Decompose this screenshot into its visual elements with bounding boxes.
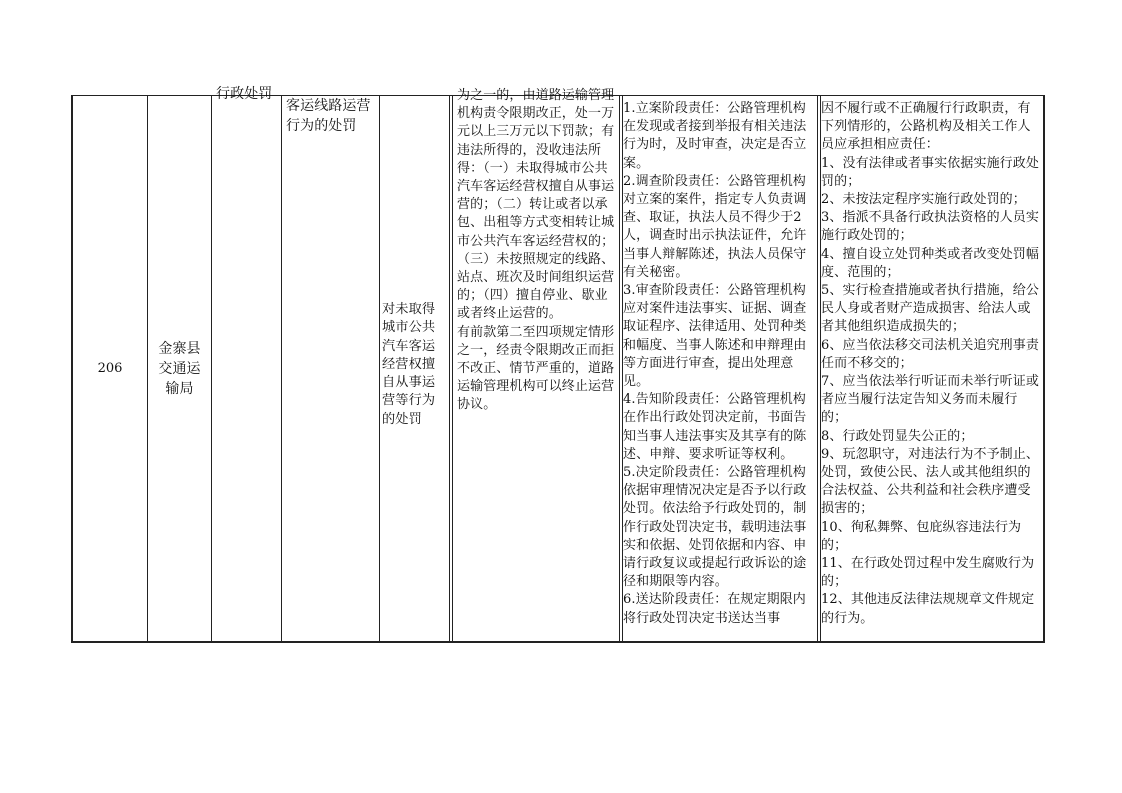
accountability-item: 12、其他违反法律法规规章文件规定的行为。 <box>821 592 1035 626</box>
row-number-cell <box>73 96 147 641</box>
accountability-item: 6、应当依法移交司法机关追究刑事责任而不移交的； <box>821 337 1039 371</box>
responsibility-item: 3.审查阶段责任：公路管理机构应对案件违法事实、证据、调查取证程序、法律适用、处罚种类和幅度、当事人陈述和申辩理由等方面进行审查，提出处理意见。 <box>623 283 807 390</box>
row-number: 206 <box>97 361 123 376</box>
accountability-item: 7、应当依法举行听证而未举行听证或者应当履行法定告知义务而未履行的； <box>821 374 1039 426</box>
responsibility-item: 5.决定阶段责任：公路管理机构依据审理情况决定是否予以行政处罚。依法给予行政处罚的，制作行政处罚决定书，载明违法事实和依据、处罚依据和内容、申请行政复议或提起行政诉讼的途径和期限等内容。 <box>623 465 807 590</box>
responsibilities-cell <box>623 96 817 641</box>
responsibility-item: 1.立案阶段责任：公路管理机构在发现或者接到举报有相关违法行为时，及时审查，决定是否立案。 <box>623 101 807 171</box>
accountability-item: 因不履行或不正确履行行政职责，有下列情形的，公路机构及相关工作人员应承担相应责任： <box>821 101 1031 153</box>
penalty-table-row <box>71 86 1045 643</box>
category-cell <box>212 86 281 641</box>
accountability-cell <box>821 96 1043 641</box>
legal-basis-text: 为之一的，由道路运输管理机构责令限期改正，处一万元以上三万元以下罚款；有违法所得的，没收违法所得：（一）未取得城市公共汽车客运经营权擅自从事运营的；（二）转让或者以承包、出租等方式变相转让城市公共汽车客运经营权的；（三）未按照规定的线路、站点、班次及时间组织运营的；（四）擅自停业、歇业或者终止运营的。 <box>457 88 615 322</box>
responsibility-item: 2.调查阶段责任：公路管理机构对立案的案件，指定专人负责调查、取证，执法人员不得少于2人，调查时出示执法证件，允许当事人辩解陈述，执法人员保守有关秘密。 <box>623 173 807 280</box>
department-cell <box>148 96 211 641</box>
responsibility-item: 4.告知阶段责任：公路管理机构在作出行政处罚决定前，书面告知当事人违法事实及其享有的陈述、申辩、要求听证等权利。 <box>623 392 807 462</box>
accountability-item: 4、擅自设立处罚种类或者改变处罚幅度、范围的； <box>821 246 1039 280</box>
responsibility-item: 6.送达阶段责任：在规定期限内将行政处罚决定书送达当事 <box>623 592 806 626</box>
accountability-item: 9、玩忽职守，对违法行为不予制止、处罚，致使公民、法人或其他组织的合法权益、公共利益和社会秩序遭受损害的； <box>821 446 1039 517</box>
accountability-item: 5、实行检查措施或者执行措施，给公民人身或者财产造成损害、给法人或者其他组织造成损失的； <box>821 283 1039 335</box>
accountability-item: 3、指派不具备行政执法资格的人员实施行政处罚的； <box>821 210 1039 244</box>
item-name: 客运线路运营行为的处罚 <box>286 98 371 134</box>
accountability-item: 11、在行政处罚过程中发生腐败行为的； <box>821 556 1035 590</box>
legal-basis-text-2: 有前款第二至四项规定情形之一，经责令限期改正而拒不改正、情节严重的，道路运输管理机构可以终止运营协议。 <box>457 324 615 413</box>
item-name-cell <box>282 96 379 641</box>
sub-item-cell <box>380 96 449 641</box>
accountability-item: 8、行政处罚显失公正的； <box>821 428 974 444</box>
department-name: 金寨县交通运输局 <box>158 340 201 397</box>
category-fragment: 行政处罚 <box>216 86 273 102</box>
accountability-item: 2、未按法定程序实施行政处罚的； <box>821 192 1026 208</box>
accountability-item: 10、徇私舞弊、包庇纵容违法行为的； <box>821 519 1022 553</box>
sub-item-name: 对未取得城市公共汽车客运经营权擅自从事运营等行为的处罚 <box>382 302 436 427</box>
accountability-item: 1、没有法律或者事实依据实施行政处罚的； <box>821 155 1039 189</box>
legal-basis-cell <box>453 88 619 641</box>
